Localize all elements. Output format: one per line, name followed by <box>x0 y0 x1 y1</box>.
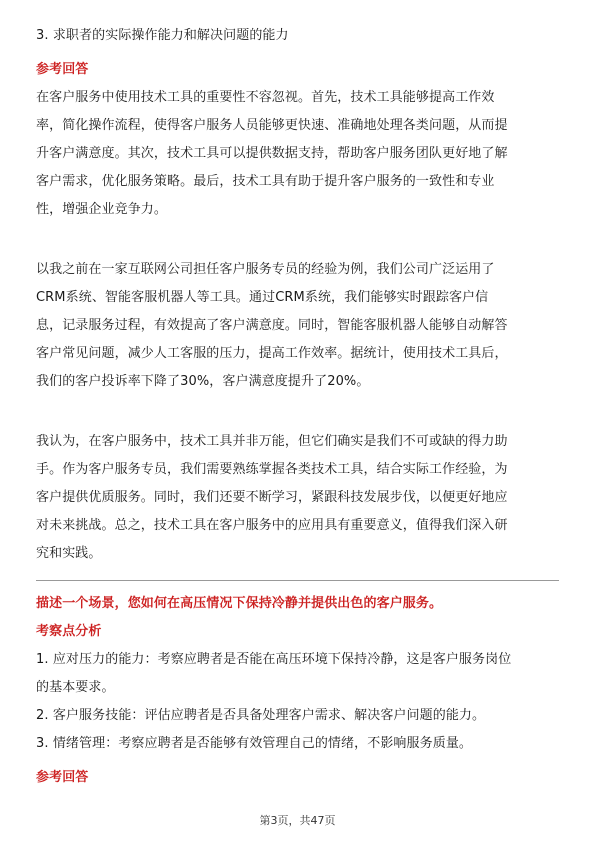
answer-paragraph-3 <box>36 428 559 568</box>
paragraph-line: 率，简化操作流程，使得客户服务人员能够更快速、准确地处理各类问题，从而提 <box>36 118 508 133</box>
answer-paragraph-1 <box>36 84 559 224</box>
paragraph-line: 手。作为客户服务专员，我们需要熟练掌握各类技术工具，结合实际工作经验，为 <box>36 462 508 477</box>
answer-paragraph-2 <box>36 256 559 396</box>
paragraph-line: 客户提供优质服务。同时，我们还要不断学习，紧跟科技发展步伐，以便更好地应 <box>36 490 508 505</box>
paragraph-line: 在客户服务中使用技术工具的重要性不容忽视。首先，技术工具能够提高工作效 <box>36 90 495 105</box>
paragraph-line: 我认为，在客户服务中，技术工具并非万能，但它们确实是我们不可或缺的得力助 <box>36 434 508 449</box>
next-question-section <box>36 590 559 758</box>
reference-answer-label-2: 参考回答 <box>36 770 89 785</box>
paragraph-line: 客户常见问题，减少人工客服的压力，提高工作效率。据统计，使用技术工具后， <box>36 346 508 361</box>
paragraph-line: 以我之前在一家互联网公司担任客户服务专员的经验为例，我们公司广泛运用了 <box>36 262 495 277</box>
paragraph-line: 究和实践。 <box>36 546 102 561</box>
section-divider <box>36 580 559 581</box>
analysis-label: 考察点分析 <box>36 624 102 639</box>
paragraph-line: 对未来挑战。总之，技术工具在客户服务中的应用具有重要意义，值得我们深入研 <box>36 518 508 533</box>
analysis-item: 2. 客户服务技能：评估应聘者是否具备处理客户需求、解决客户问题的能力。 <box>36 708 486 723</box>
analysis-item: 1. 应对压力的能力：考察应聘者是否能在高压环境下保持冷静，这是客户服务岗位 <box>36 652 512 667</box>
analysis-item: 3. 情绪管理：考察应聘者是否能够有效管理自己的情绪，不影响服务质量。 <box>36 736 473 751</box>
page-number-footer: 第3页，共47页 <box>259 814 336 827</box>
paragraph-line: 性，增强企业竞争力。 <box>36 202 168 217</box>
analysis-item: 的基本要求。 <box>36 680 115 695</box>
paragraph-line: 升客户满意度。其次，技术工具可以提供数据支持，帮助客户服务团队更好地了解 <box>36 146 508 161</box>
paragraph-line: 我们的客户投诉率下降了30%，客户满意度提升了20%。 <box>36 374 370 389</box>
paragraph-line: CRM系统、智能客服机器人等工具。通过CRM系统，我们能够实时跟踪客户信 <box>36 290 489 305</box>
next-question-heading: 描述一个场景，您如何在高压情况下保持冷静并提供出色的客户服务。 <box>36 596 443 611</box>
paragraph-line: 客户需求，优化服务策略。最后，技术工具有助于提升客户服务的一致性和专业 <box>36 174 495 189</box>
reference-answer-label: 参考回答 <box>36 62 89 77</box>
paragraph-line: 息，记录服务过程，有效提高了客户满意度。同时，智能客服机器人能够自动解答 <box>36 318 508 333</box>
question-heading: 3. 求职者的实际操作能力和解决问题的能力 <box>36 28 289 43</box>
